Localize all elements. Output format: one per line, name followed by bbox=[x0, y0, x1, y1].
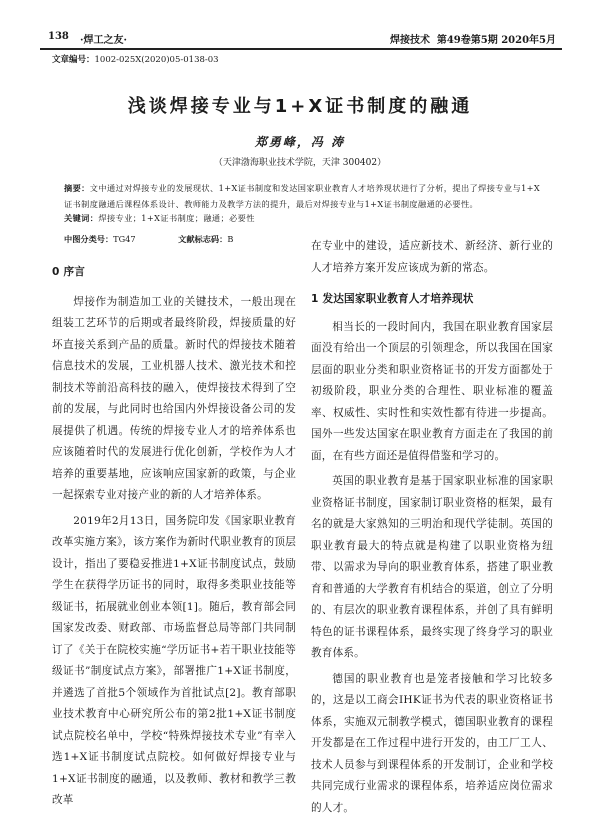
paragraph: 相当长的一段时间内，我国在职业教育国家层面没有给出一个顶层的引领理念，所以我国在国家层面的职业分类和职业资格证书的开发方面都处于初级阶段，职业分类的合理性、职业标准的覆盖率、权威性、实时性和实效性都有待进一步提高。国外一些发达国家在职业教育方面走在了我国的前面，在有些方面还是值得借鉴和学习的。 bbox=[311, 317, 553, 468]
keywords bbox=[64, 213, 544, 224]
issue-info: 第49卷第5期 2020年5月 bbox=[437, 31, 556, 46]
keywords-label: 关键词： bbox=[64, 213, 98, 223]
journal-name: ·焊工之友· bbox=[80, 31, 127, 46]
paragraph: 英国的职业教育是基于国家职业标准的国家职业资格证书制度，国家制订职业资格的框架，最有名的就是大家熟知的三明治和现代学徒制。英国的职业教育最大的特点就是构建了以职业资格为纽带、以需求为导向的职业教育体系，搭建了职业教育和普通的大学教育有机结合的渠道，创立了分明的、有层次的职业教育课程体系，并创了具有鲜明特色的证书课程体系，最终实现了终身学习的职业教育体系。 bbox=[311, 471, 553, 665]
paragraph-continued: 在专业中的建设，适应新技术、新经济、新行业的人才培养方案开发应该成为新的常态。 bbox=[311, 236, 553, 279]
abstract bbox=[64, 180, 544, 212]
section-name: 焊接技术 bbox=[390, 31, 430, 46]
authors: 郑勇峰，冯 涛 bbox=[0, 133, 600, 150]
article-number-label: 文章编号： bbox=[52, 55, 95, 65]
clc-value: TG47 bbox=[113, 234, 135, 244]
doc-code-label: 文献标志码： bbox=[178, 234, 227, 244]
doc-code-value: B bbox=[227, 234, 233, 244]
running-header bbox=[40, 26, 562, 50]
section-heading-1: 1 发达国家职业教育人才培养现状 bbox=[311, 289, 553, 311]
affiliation: （天津渤海职业技术学院，天津 300402） bbox=[0, 155, 600, 168]
clc-label: 中图分类号： bbox=[64, 234, 113, 244]
paragraph: 德国的职业教育也是笼者接触和学习比较多的，这是以工商会IHK证书为代表的职业资格证书体系，实施双元制教学模式，德国职业教育的课程开发都是在工作过程中进行开发的，由工厂工人、技术人员参与到课程体系的开发制订，企业和学校共同完成行业需求的课程体系，培养适应岗位需求的人才。 bbox=[311, 669, 553, 819]
article-title: 浅谈焊接专业与1+X证书制度的融通 bbox=[0, 92, 600, 118]
paragraph: 2019年2月13日，国务院印发《国家职业教育改革实施方案》，该方案作为新时代职业教育的顶层设计，指出了要稳妥推进1+X证书制度试点，鼓励学生在获得学历证书的同时，取得多类职业技能等级证书，拓展就业创业本领[1]。随后，教育部会同国家发改委、财政部、市场监督总局等部门共同制订了《关于在院校实施“学历证书+若干职业技能等级证书”制度试点方案》，部署推广1+X证书制度，并遴选了首批5个领域作为首批试点[2]。教育部职业技术教育中心研究所公布的第2批1+X证书制度试点院校名单中，学校“特殊焊接技术专业”有幸入选1+X证书制度试点院校。如何做好焊接专业与1+X证书制度的融通，以及教师、教材和教学三教改革 bbox=[52, 511, 296, 812]
abstract-text: 文中通过对焊接专业的发展现状、1+X证书制度和发达国家职业教育人才培养现状进行了分析，提出了焊接专业与1+X证书制度融通后课程体系设计、教师能力及教学方法的提升，最后对焊接专业与1+X证书制度融通的必要性。 bbox=[64, 183, 540, 209]
keywords-text: 焊接专业；1+X证书制度；融通；必要性 bbox=[98, 213, 255, 223]
left-column bbox=[52, 262, 296, 812]
article-number bbox=[52, 53, 219, 65]
paragraph: 焊接作为制造加工业的关键技术，一般出现在组装工艺环节的后期或者最终阶段，焊接质量的好坏直接关系到产品的质量。新时代的焊接技术随着信息技术的发展，工业机器人技术、激光技术和控制技术等前沿高科技的融入，使焊接技术得到了空前的发展，与此同时也给国内外焊接设备公司的发展提供了机遇。传统的焊接专业人才的培养体系也应该随着时代的发展进行优化创新，学校作为人才培养的重要基地，应该响应国家新的政策，与企业一起探索专业对接产业的新的人才培养体系。 bbox=[52, 292, 296, 507]
abstract-label: 摘要： bbox=[64, 183, 90, 193]
section-heading-intro: 0 序言 bbox=[52, 262, 296, 284]
page-number: 138 bbox=[48, 31, 69, 42]
article-number-value: 1002-025X(2020)05-0138-03 bbox=[95, 55, 219, 65]
